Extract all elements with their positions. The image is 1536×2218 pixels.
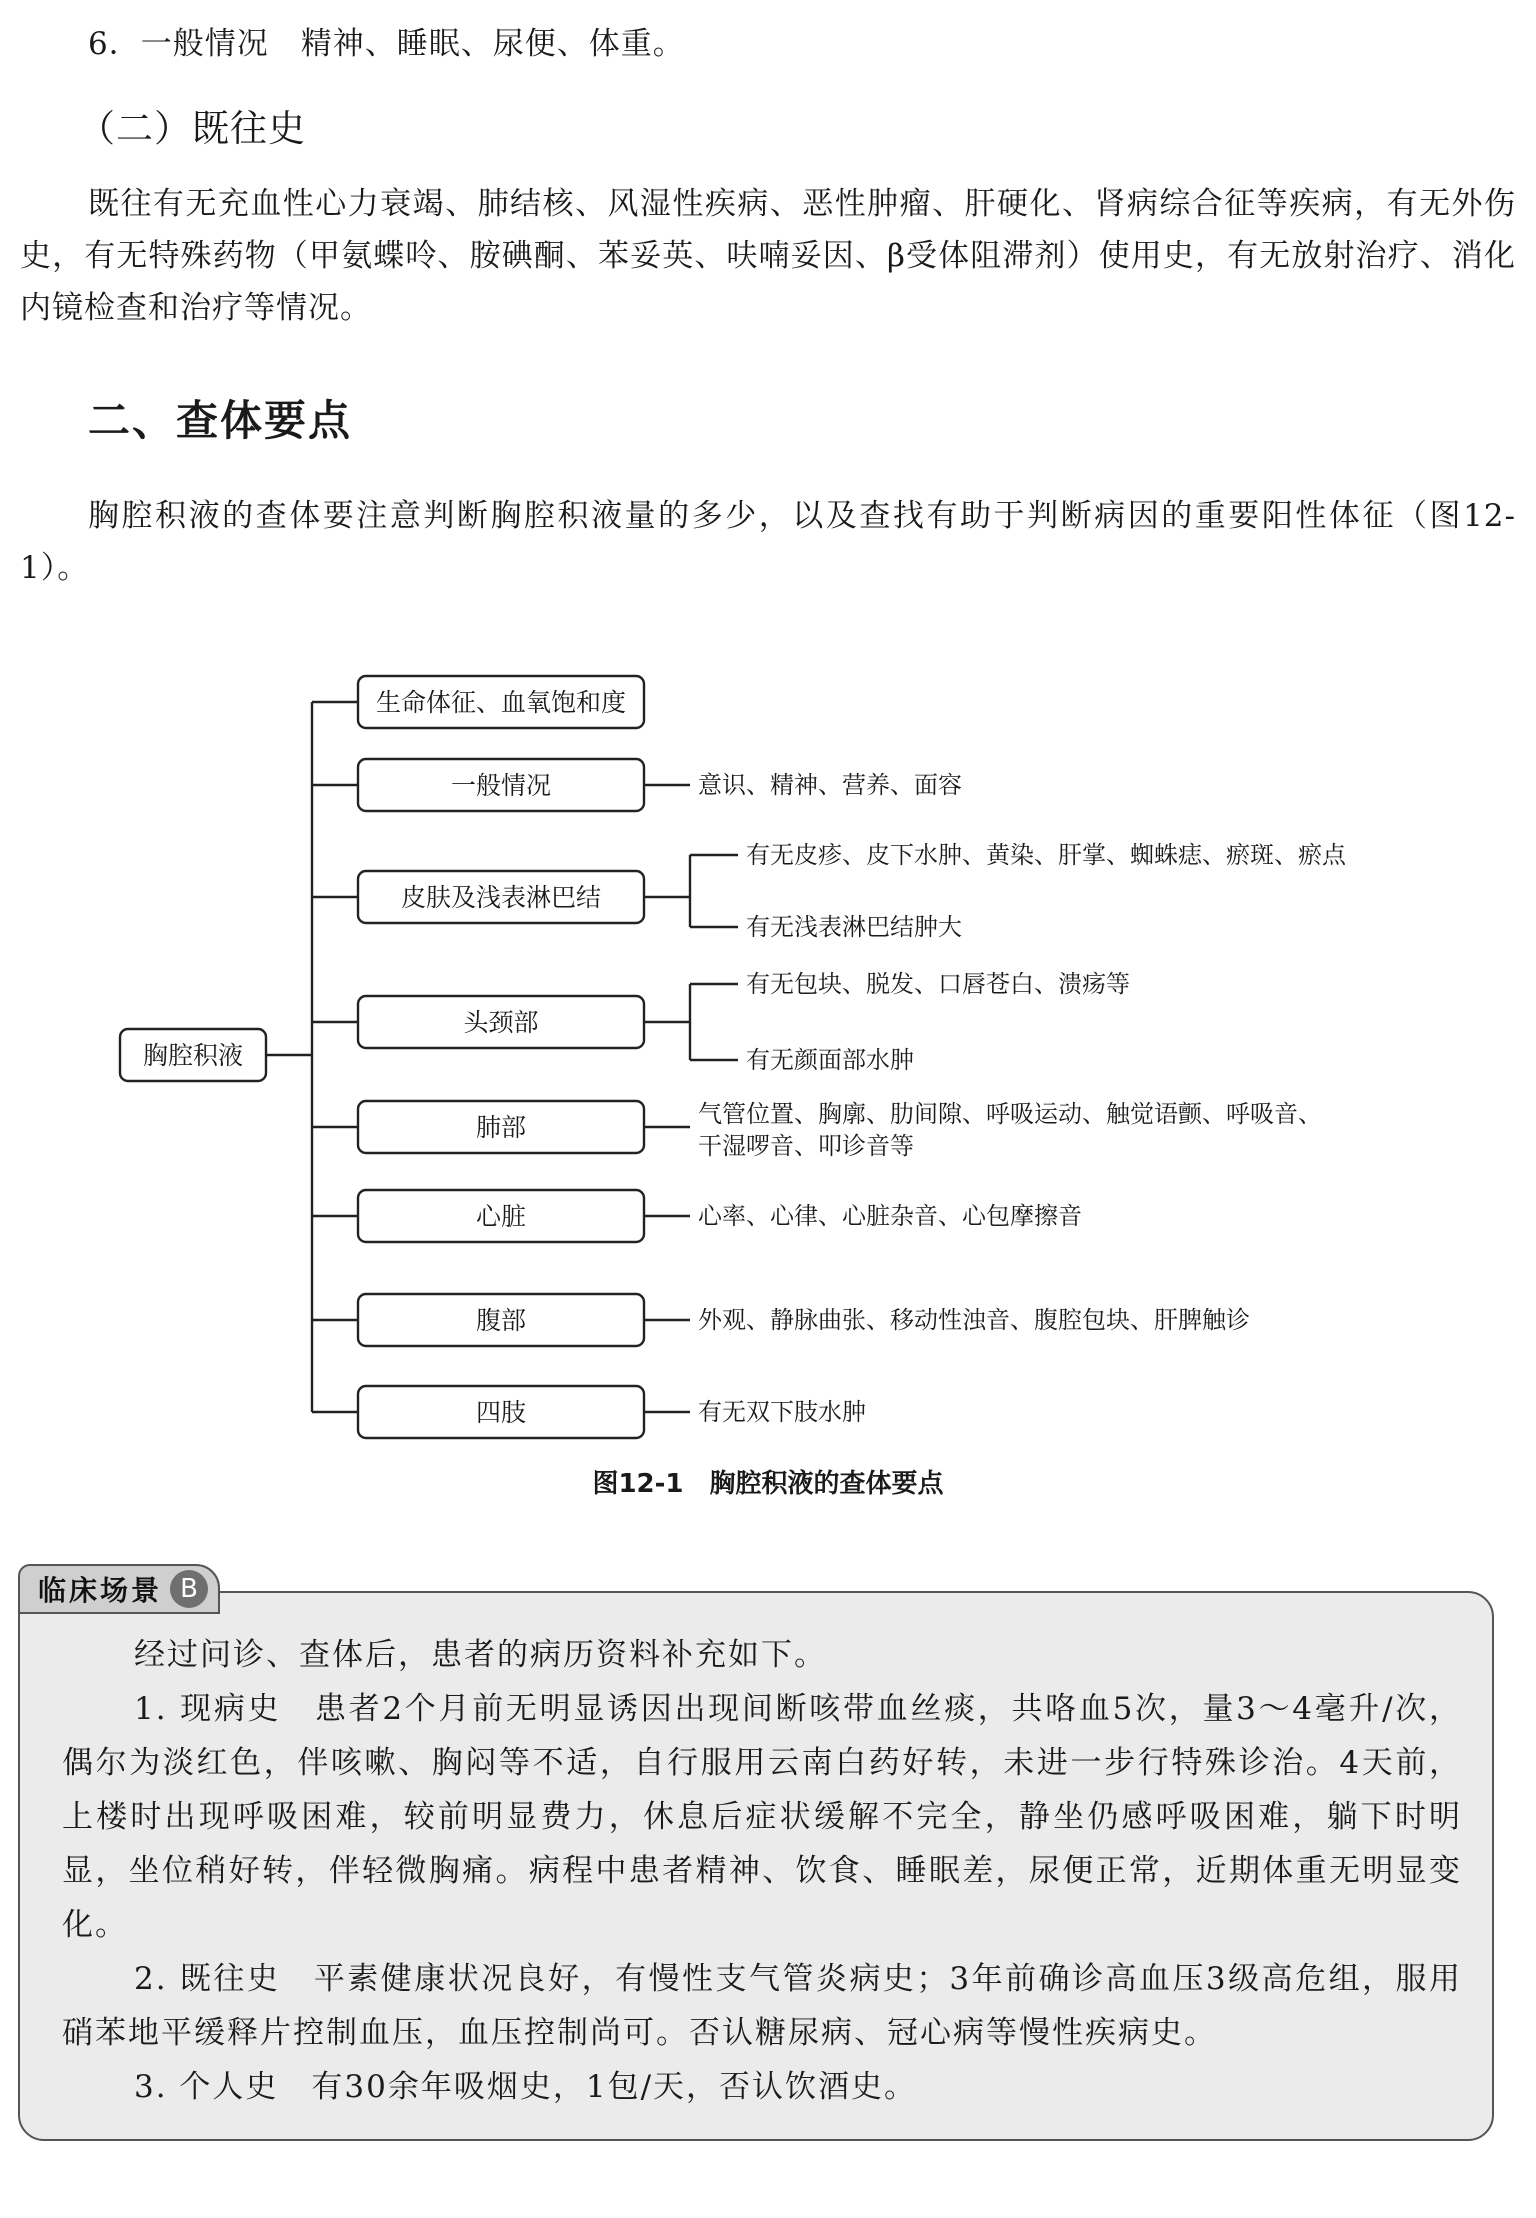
- clinical-scene-title: 临床场景: [38, 1574, 163, 1607]
- figure-caption: 图12-1 胸腔积液的查体要点: [592, 1469, 944, 1499]
- scene-past-history: 2. 既往史 平素健康状况良好，有慢性支气管炎病史；3年前确诊高血压3级高危组，服用硝苯地平缓释片控制血压，血压控制尚可。否认糖尿病、冠心病等慢性疾病史。: [62, 1961, 1462, 2051]
- exam-intro-paragraph: 胸腔积液的查体要注意判断胸腔积液量的多少，以及查找有助于判断病因的重要阳性体征（图12-1）。: [20, 498, 1516, 586]
- diagram-branch-box: [358, 996, 644, 1048]
- clinical-scene-tab: [18, 1564, 220, 1614]
- diagram-detail-text: 心率、心律、心脏杂音、心包摩擦音: [698, 1202, 1082, 1230]
- history-item-6: 6．一般情况 精神、睡眠、尿便、体重。: [88, 26, 685, 62]
- diagram-root-label: 胸腔积液: [142, 1041, 244, 1070]
- diagram-branch-box: [358, 1386, 644, 1438]
- diagram-branch-box: [358, 759, 644, 811]
- diagram-branch-label: 心脏: [475, 1202, 527, 1231]
- scene-lead: 经过问诊、查体后，患者的病历资料补充如下。: [134, 1637, 827, 1673]
- scene-personal-history: 3. 个人史 有30余年吸烟史，1包/天，否认饮酒史。: [134, 2069, 918, 2105]
- diagram-branch-label: 一般情况: [450, 771, 552, 800]
- diagram-detail-text: 有无包块、脱发、口唇苍白、溃疡等: [746, 970, 1130, 998]
- diagram-detail-text: 气管位置、胸廓、肋间隙、呼吸运动、触觉语颤、呼吸音、: [698, 1100, 1322, 1128]
- diagram-branch-label: 生命体征、血氧饱和度: [375, 688, 627, 717]
- diagram-branch-label: 肺部: [475, 1113, 527, 1142]
- diagram-branch-box: [358, 1101, 644, 1153]
- past-history-paragraph: 既往有无充血性心力衰竭、肺结核、风湿性疾病、恶性肿瘤、肝硬化、肾病综合征等疾病，有无外伤史，有无特殊药物（甲氨蝶呤、胺碘酮、苯妥英、呋喃妥因、β受体阻滞剂）使用史，有无放射治疗、消化内镜检查和治疗等情况。: [20, 186, 1516, 326]
- subheading-past-history: （二）既往史: [78, 107, 306, 150]
- diagram-detail-text: 外观、静脉曲张、移动性浊音、腹腔包块、肝脾触诊: [698, 1306, 1250, 1334]
- diagram-branch-label: 四肢: [475, 1398, 527, 1427]
- diagram-detail-text: 有无双下肢水肿: [698, 1398, 866, 1426]
- diagram-root-box: [120, 1029, 266, 1081]
- diagram-detail-text: 有无浅表淋巴结肿大: [746, 913, 962, 941]
- diagram-branch-box: [358, 1294, 644, 1346]
- diagram-detail-text: 意识、精神、营养、面容: [698, 771, 962, 799]
- scene-badge: B: [170, 1570, 208, 1608]
- diagram-detail-text: 有无颜面部水肿: [746, 1046, 914, 1074]
- diagram-branch-label: 头颈部: [463, 1008, 539, 1037]
- diagram-detail-text: 有无皮疹、皮下水肿、黄染、肝掌、蜘蛛痣、瘀斑、瘀点: [746, 841, 1346, 869]
- diagram-branch-label: 腹部: [475, 1306, 527, 1335]
- diagram-branch-box: [358, 676, 644, 728]
- diagram-branch-box: [358, 1190, 644, 1242]
- exam-points-diagram: [0, 650, 1536, 1450]
- scene-present-illness: 1. 现病史 患者2个月前无明显诱因出现间断咳带血丝痰，共咯血5次，量3～4毫升/次，偶尔为淡红色，伴咳嗽、胸闷等不适，自行服用云南白药好转，未进一步行特殊诊治。4天前，上楼时出现呼吸困难，较前明显费力，休息后症状缓解不完全，静坐仍感呼吸困难，躺下时明显，坐位稍好转，伴轻微胸痛。病程中患者精神、饮食、睡眠差，尿便正常，近期体重无明显变化。: [62, 1691, 1462, 1943]
- section-heading-exam: 二、查体要点: [88, 396, 353, 445]
- clinical-scene-body: [62, 1628, 1462, 2114]
- diagram-branch-box: [358, 871, 644, 923]
- diagram-branch-label: 皮肤及浅表淋巴结: [400, 883, 602, 912]
- diagram-detail-text: 干湿啰音、叩诊音等: [698, 1132, 914, 1160]
